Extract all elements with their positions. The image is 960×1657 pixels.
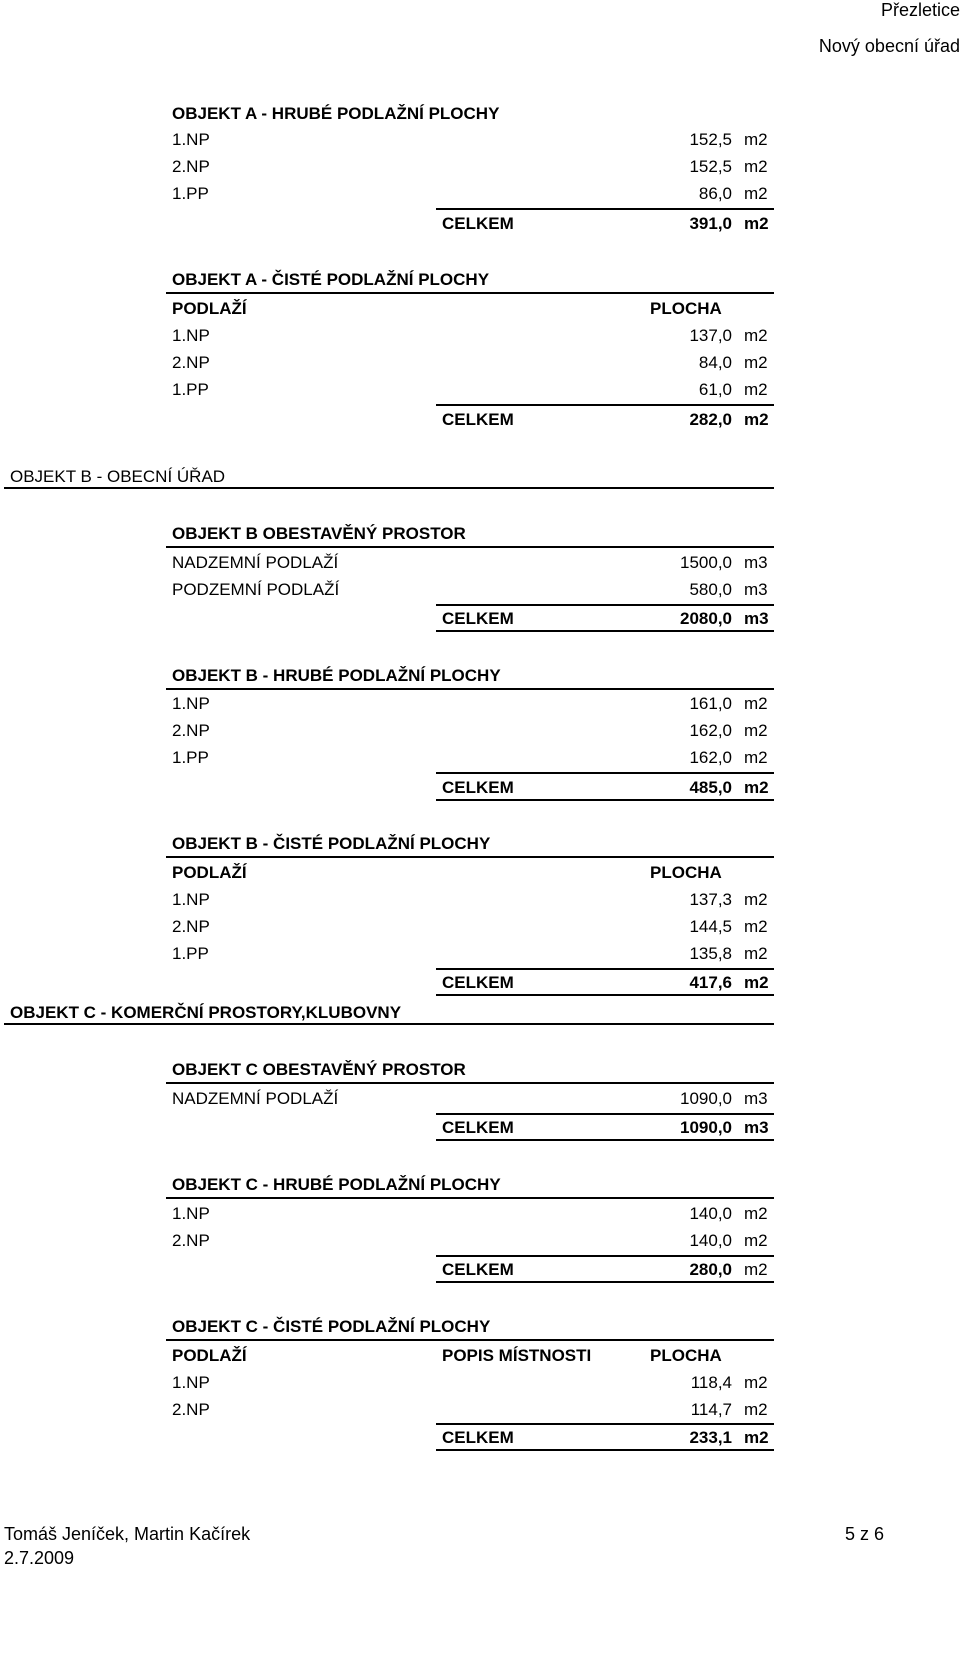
total-unit: m3 (744, 609, 769, 628)
row-label: 1.PP (172, 380, 209, 399)
row-value: 86,0 (698, 184, 732, 203)
row-unit: m2 (744, 157, 768, 176)
total-unit: m2 (744, 410, 769, 429)
row-value: 152,5 (689, 130, 732, 149)
column-header-area: PLOCHA (650, 1346, 722, 1365)
row-unit: m2 (744, 694, 768, 713)
row-label: 1.NP (172, 694, 210, 713)
row-unit: m2 (744, 326, 768, 345)
section-title-b-obestaveny: OBJEKT B OBESTAVĚNÝ PROSTOR (172, 524, 466, 543)
footer-authors: Tomáš Jeníček, Martin Kačírek (4, 1524, 251, 1544)
section-divider (166, 856, 774, 858)
row-value: 144,5 (689, 917, 732, 936)
section-title-c-hrube: OBJEKT C - HRUBÉ PODLAŽNÍ PLOCHY (172, 1175, 501, 1194)
column-header-floor: PODLAŽÍ (172, 1346, 247, 1365)
total-unit: m2 (744, 778, 769, 797)
total-divider (436, 208, 774, 210)
row-unit: m2 (744, 917, 768, 936)
total-label: CELKEM (442, 778, 514, 797)
total-unit: m2 (744, 973, 769, 992)
row-label: 2.NP (172, 1231, 210, 1250)
footer-date: 2.7.2009 (4, 1548, 75, 1568)
total-label: CELKEM (442, 1118, 514, 1137)
section-divider (166, 1197, 774, 1199)
row-unit: m2 (744, 380, 768, 399)
row-label: 1.NP (172, 1204, 210, 1223)
total-label: CELKEM (442, 1428, 514, 1447)
total-value: 280,0 (689, 1260, 732, 1279)
row-value: 118,4 (690, 1373, 732, 1392)
row-value: 61,0 (698, 380, 732, 399)
total-divider (436, 404, 774, 406)
row-label: 2.NP (172, 721, 210, 740)
row-unit: m2 (744, 130, 768, 149)
total-value: 417,6 (689, 973, 732, 992)
total-label: CELKEM (442, 973, 514, 992)
total-divider (436, 1255, 774, 1257)
row-label: PODZEMNÍ PODLAŽÍ (172, 580, 340, 599)
row-label: 2.NP (172, 1400, 210, 1419)
total-label: CELKEM (442, 214, 514, 233)
section-title-a-hrube: OBJEKT A - HRUBÉ PODLAŽNÍ PLOCHY (172, 104, 500, 123)
row-value: 162,0 (689, 721, 732, 740)
row-unit: m2 (744, 353, 768, 372)
total-underline (436, 1449, 774, 1451)
section-title-b-ciste: OBJEKT B - ČISTÉ PODLAŽNÍ PLOCHY (172, 834, 491, 853)
section-heading-objekt-b: OBJEKT B - OBECNÍ ÚŘAD (10, 467, 226, 486)
row-label: 1.PP (172, 748, 209, 767)
total-unit: m2 (744, 214, 769, 233)
row-value: 140,0 (689, 1204, 732, 1223)
row-label: 2.NP (172, 353, 210, 372)
row-value: 1090,0 (680, 1089, 732, 1108)
row-value: 114,7 (690, 1400, 732, 1419)
row-value: 152,5 (689, 157, 732, 176)
column-header-area: PLOCHA (650, 299, 722, 318)
row-value: 135,8 (689, 944, 732, 963)
total-underline (436, 799, 774, 801)
row-value: 137,3 (689, 890, 732, 909)
total-value: 485,0 (689, 778, 732, 797)
total-value: 2080,0 (680, 609, 732, 628)
section-divider (166, 546, 774, 548)
row-label: 1.NP (172, 1373, 210, 1392)
row-value: 580,0 (689, 580, 732, 599)
row-unit: m2 (744, 748, 768, 767)
row-label: 1.NP (172, 130, 210, 149)
section-title-c-obestaveny: OBJEKT C OBESTAVĚNÝ PROSTOR (172, 1060, 466, 1079)
total-underline (436, 1139, 774, 1141)
total-divider (436, 1113, 774, 1115)
column-header-floor: PODLAŽÍ (172, 863, 247, 882)
row-unit: m2 (744, 184, 768, 203)
row-label: NADZEMNÍ PODLAŽÍ (172, 1089, 339, 1108)
total-value: 282,0 (689, 410, 732, 429)
row-label: 1.PP (172, 944, 209, 963)
column-header-room-description: POPIS MÍSTNOSTI (442, 1346, 592, 1365)
total-underline (436, 630, 774, 632)
row-unit: m2 (744, 890, 768, 909)
row-label: 2.NP (172, 157, 210, 176)
total-divider (436, 1423, 774, 1425)
row-unit: m2 (744, 1400, 768, 1419)
header-project: Nový obecní úřad (818, 36, 960, 56)
row-label: 1.NP (172, 326, 210, 345)
row-label: 1.NP (172, 890, 210, 909)
row-unit: m2 (744, 1204, 768, 1223)
row-value: 84,0 (698, 353, 732, 372)
row-unit: m2 (744, 721, 768, 740)
row-value: 162,0 (689, 748, 732, 767)
row-unit: m2 (744, 1231, 768, 1250)
total-unit: m2 (744, 1428, 769, 1447)
section-divider (4, 1023, 774, 1025)
total-underline (436, 994, 774, 996)
total-divider (436, 968, 774, 970)
row-unit: m3 (744, 1089, 768, 1108)
section-title-a-ciste: OBJEKT A - ČISTÉ PODLAŽNÍ PLOCHY (172, 270, 490, 289)
section-divider (166, 1339, 774, 1341)
section-divider (166, 292, 774, 294)
column-header-floor: PODLAŽÍ (172, 299, 247, 318)
total-divider (436, 772, 774, 774)
total-value: 233,1 (689, 1428, 732, 1447)
total-underline (436, 1281, 774, 1283)
row-unit: m3 (744, 580, 768, 599)
section-title-c-ciste: OBJEKT C - ČISTÉ PODLAŽNÍ PLOCHY (172, 1317, 491, 1336)
column-header-area: PLOCHA (650, 863, 722, 882)
header-place: Přezletice (880, 0, 960, 20)
row-label: 1.PP (172, 184, 209, 203)
footer-page-number: 5 z 6 (844, 1524, 884, 1544)
section-divider (166, 688, 774, 690)
row-label: NADZEMNÍ PODLAŽÍ (172, 553, 339, 572)
total-divider (436, 604, 774, 606)
total-label: CELKEM (442, 609, 514, 628)
section-title-b-hrube: OBJEKT B - HRUBÉ PODLAŽNÍ PLOCHY (172, 666, 501, 685)
row-value: 140,0 (689, 1231, 732, 1250)
row-unit: m3 (744, 553, 768, 572)
row-value: 137,0 (689, 326, 732, 345)
row-unit: m2 (744, 1373, 768, 1392)
section-divider (166, 1082, 774, 1084)
row-unit: m2 (744, 944, 768, 963)
row-value: 161,0 (689, 694, 732, 713)
total-value: 391,0 (689, 214, 732, 233)
total-label: CELKEM (442, 410, 514, 429)
total-label: CELKEM (442, 1260, 514, 1279)
row-label: 2.NP (172, 917, 210, 936)
section-heading-objekt-c: OBJEKT C - KOMERČNÍ PROSTORY,KLUBOVNY (10, 1003, 402, 1022)
total-unit: m2 (744, 1260, 768, 1279)
section-divider (4, 487, 774, 489)
total-unit: m3 (744, 1118, 769, 1137)
row-value: 1500,0 (680, 553, 732, 572)
total-value: 1090,0 (680, 1118, 732, 1137)
